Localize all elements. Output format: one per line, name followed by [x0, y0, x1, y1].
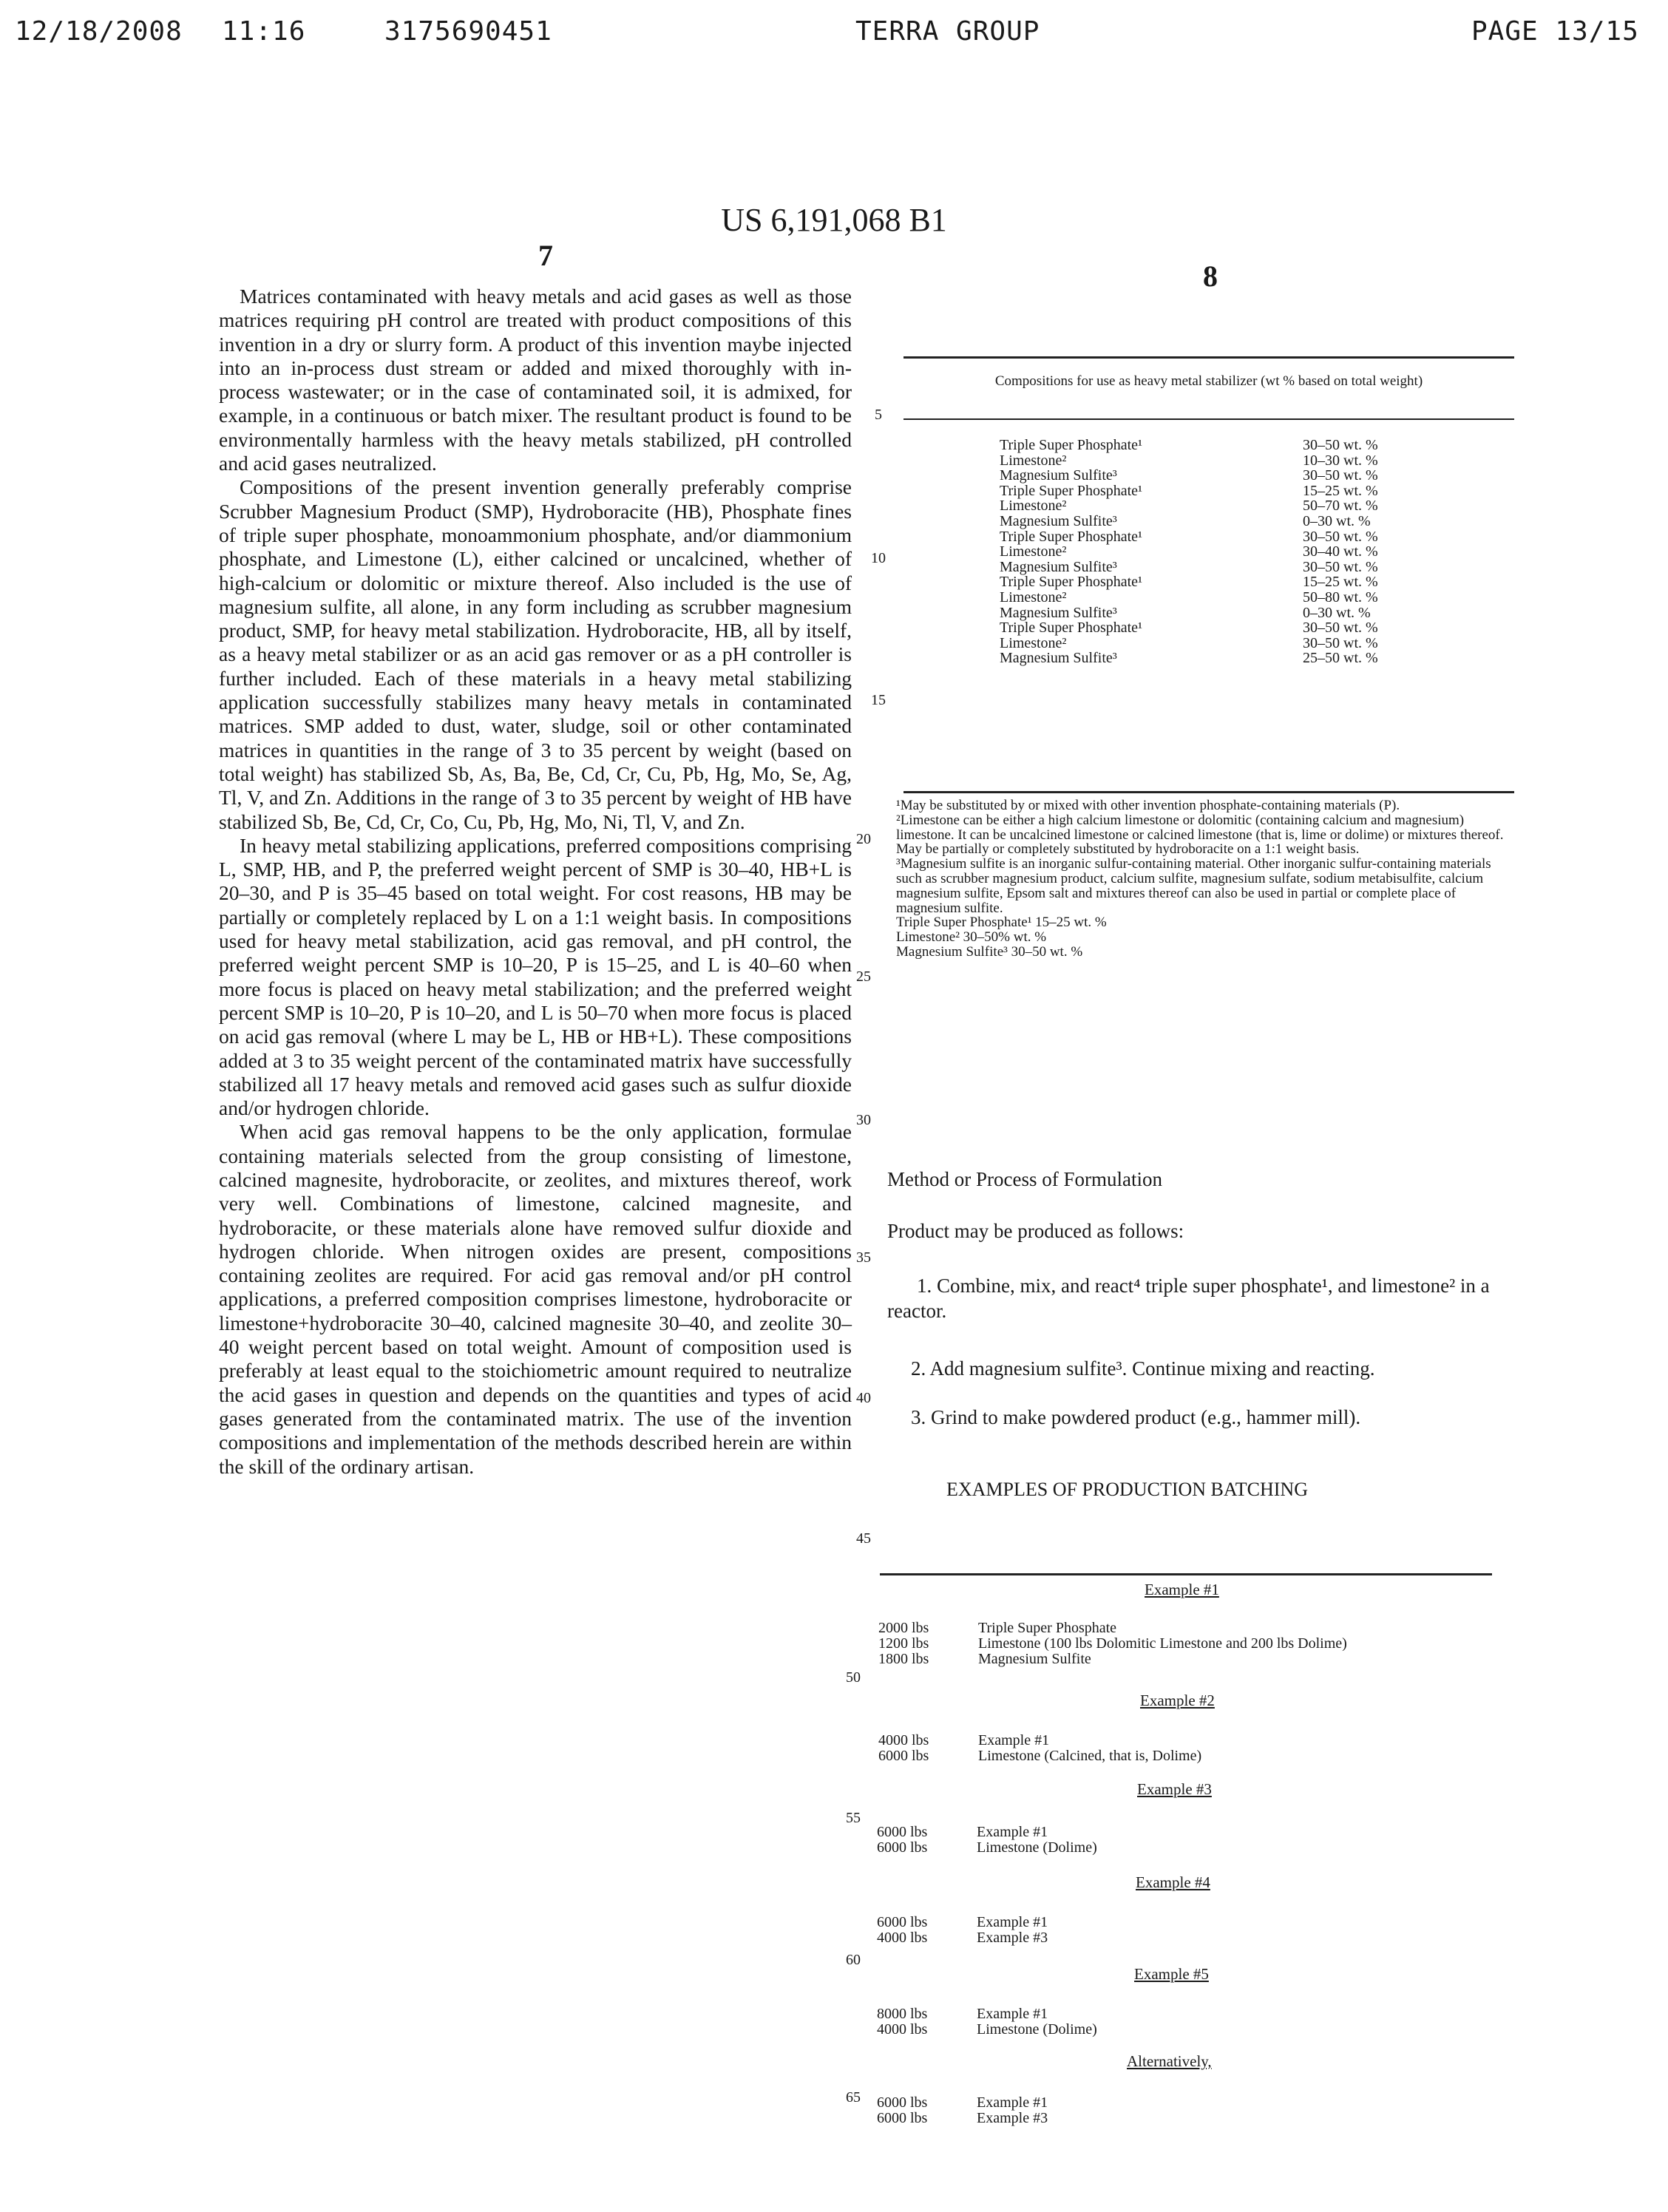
table-cell-material: Triple Super Phosphate¹: [1000, 620, 1143, 637]
line-number: 10: [871, 550, 886, 566]
table-row: [1000, 590, 1414, 605]
example-qty: 4000 lbs: [877, 2021, 928, 2038]
example-row: [877, 2022, 1097, 2038]
example-qty: 1800 lbs: [878, 1651, 929, 1667]
table-cell-range: 30–50 wt. %: [1303, 467, 1378, 484]
alternatively-title: Alternatively,: [1127, 2052, 1212, 2070]
example-item: Triple Super Phosphate: [978, 1620, 1117, 1636]
example-item: Limestone (Dolime): [977, 2021, 1097, 2038]
table-row: [1000, 529, 1414, 545]
example-row: [878, 1733, 1201, 1748]
example-qty: 6000 lbs: [877, 2094, 928, 2111]
table-top-rule: [904, 356, 1514, 359]
example-qty: 6000 lbs: [877, 1914, 928, 1930]
fax-time: 11:16: [222, 16, 306, 47]
example-1-title: Example #1: [1145, 1581, 1219, 1598]
footnote: Triple Super Phosphate¹ 15–25 wt. %: [896, 915, 1107, 931]
line-number: 65: [846, 2089, 861, 2106]
table-row: [1000, 605, 1414, 621]
table-cell-material: Limestone²: [1000, 498, 1067, 515]
table-cell-material: Magnesium Sulfite³: [1000, 650, 1117, 667]
composition-table-body: [1000, 438, 1414, 666]
example-qty: 4000 lbs: [877, 1930, 928, 1946]
method-step-1: 1. Combine, mix, and react⁴ triple super phosphate¹, and limestone² in a reactor.: [887, 1275, 1490, 1322]
example-item: Example #1: [977, 2006, 1048, 2022]
method-intro: Product may be produced as follows:: [887, 1220, 1184, 1242]
table-cell-range: 10–30 wt. %: [1303, 452, 1378, 469]
table-cell-range: 0–30 wt. %: [1303, 604, 1371, 621]
example-3-title: Example #3: [1137, 1780, 1212, 1798]
example-item: Limestone (Dolime): [977, 1839, 1097, 1856]
table-cell-range: 15–25 wt. %: [1303, 482, 1378, 499]
example-qty: 1200 lbs: [878, 1635, 929, 1652]
table-row: [1000, 574, 1414, 590]
example-row: [877, 1915, 1048, 1930]
example-2-rows: [878, 1733, 1201, 1764]
table-cell-material: Magnesium Sulfite³: [1000, 604, 1117, 621]
examples-top-rule: [880, 1573, 1492, 1575]
example-item: Example #1: [977, 2094, 1048, 2111]
fax-page: PAGE 13/15: [1471, 16, 1639, 47]
table-cell-material: Triple Super Phosphate¹: [1000, 482, 1143, 499]
table-row: [1000, 484, 1414, 499]
example-item: Example #3: [977, 2110, 1048, 2126]
example-2-title: Example #2: [1140, 1692, 1215, 1709]
footnote: ³Magnesium sulfite is an inorganic sulfur-containing material. Other inorganic sulfur-containing materials such as scrubber magnesium product, calcium sulfite, magnesium sulfate, sodium metabisulfite, calcium magnesium sulfite, Epsom salt and mixtures thereof can also be used in partial or complete place of magnesium sulfite.: [896, 856, 1491, 916]
table-cell-range: 50–70 wt. %: [1303, 498, 1378, 515]
line-number: 40: [856, 1390, 871, 1406]
method-step-3: 3. Grind to make powdered product (e.g., hammer mill).: [911, 1406, 1361, 1428]
line-number: 5: [875, 407, 882, 423]
table-row: [1000, 514, 1414, 529]
table-row: [1000, 560, 1414, 575]
example-row: [878, 1652, 1347, 1667]
paragraph-3: In heavy metal stabilizing applications, preferred compositions comprising L, SMP, HB, and P, the preferred weight percent of SMP is 30–40, HB+L is 20–30, and P is 35–45 based on total weight. For cost reasons, HB may be partially or completely replaced by L on a 1:1 weight basis. In compositions used for heavy metal stabilization, acid gas removal, and pH control, the preferred weight percent SMP is 10–20, P is 15–25, and L is 40–60 when more focus is placed on heavy metal stabilization; and the preferred weight percent SMP is 10–20, P is 10–20, and L is 50–70 when more focus is placed on acid gas removal (where L may be L, HB or HB+L). These compositions added at 3 to 35 weight percent of the contaminated matrix have successfully stabilized all 17 heavy metals and removed acid gases such as sulfur dioxide and/or hydrogen chloride.: [219, 833, 852, 1120]
table-row: [1000, 636, 1414, 651]
table-row: [1000, 498, 1414, 514]
table-row: [1000, 620, 1414, 636]
table-cell-material: Limestone²: [1000, 588, 1067, 605]
example-item: Example #1: [977, 1824, 1048, 1840]
footnote: ²Limestone can be either a high calcium limestone or dolomitic (containing calcium and magnesium) limestone. It can be uncalcined limestone or calcined limestone (that is, lime or dolime) or mixtures thereof. May be partially or completely substituted by hydroboracite on a 1:1 weight basis.: [896, 812, 1504, 858]
table-cell-material: Magnesium Sulfite³: [1000, 467, 1117, 484]
table-row: [1000, 438, 1414, 453]
table-cell-material: Limestone²: [1000, 452, 1067, 469]
table-footnotes: [896, 798, 1514, 960]
line-number: 15: [871, 692, 886, 708]
line-number: 60: [846, 1952, 861, 1968]
example-row: [878, 1636, 1347, 1652]
example-item: Limestone (100 lbs Dolomitic Limestone and 200 lbs Dolime): [978, 1635, 1347, 1652]
table-cell-range: 30–50 wt. %: [1303, 528, 1378, 545]
table-cell-range: 30–50 wt. %: [1303, 634, 1378, 651]
example-row: [878, 1621, 1347, 1636]
table-row: [1000, 453, 1414, 469]
line-number: 30: [856, 1112, 871, 1128]
table-cell-range: 30–50 wt. %: [1303, 620, 1378, 637]
example-5-rows: [877, 2006, 1097, 2038]
table-cell-range: 25–50 wt. %: [1303, 650, 1378, 667]
table-cell-range: 30–50 wt. %: [1303, 437, 1378, 453]
example-row: [877, 1930, 1048, 1946]
column-number-right: 8: [1203, 259, 1218, 293]
table-bottom-rule: [904, 791, 1514, 793]
paragraph-2: Compositions of the present invention generally preferably comprise Scrubber Magnesium Product (SMP), Hydroboracite (HB), Phosphate fines of triple super phosphate, monoammonium phosphate, and/or diammonium phosphate, and Limestone (L), either calcined or uncalcined, whether of high-calcium or dolomitic or mixture thereof. Also included is the use of magnesium sulfite, all alone, in any form including as scrubber magnesium product, SMP, for heavy metal stabilization. Hydroboracite, HB, all by itself, as a heavy metal stabilizer or as an acid gas remover or as a pH controller is further included. Each of these materials in a heavy metal stabilizing application successfully stabilizes many heavy metals in contaminated matrices. SMP added to dust, water, sludge, soil or other contaminated matrices in quantities in the range of 3 to 35 percent by weight (based on total weight) has stabilized Sb, As, Ba, Be, Cd, Cr, Cu, Pb, Hg, Mo, Se, Ag, Tl, V, and Zn. Additions in the range of 3 to 35 percent by weight of HB have stabilized Sb, Be, Cd, Cr, Co, Cu, Pb, Hg, Mo, Ni, Tl, V, and Zn.: [219, 475, 852, 833]
example-item: Example #1: [977, 1914, 1048, 1930]
table-cell-range: 30–40 wt. %: [1303, 543, 1378, 560]
fax-sender: TERRA GROUP: [855, 16, 1040, 47]
table-row: [1000, 651, 1414, 666]
example-item: Magnesium Sulfite: [978, 1651, 1091, 1667]
fax-date: 12/18/2008: [15, 16, 183, 47]
table-row: [1000, 468, 1414, 484]
example-row: [877, 1825, 1097, 1840]
alternatively-rows: [877, 2095, 1048, 2126]
column-number-left: 7: [538, 239, 553, 272]
line-number: 45: [856, 1530, 871, 1547]
example-3-rows: [877, 1825, 1097, 1856]
paragraph-1: Matrices contaminated with heavy metals and acid gases as well as those matrices requiring pH control are treated with product compositions of this invention in a dry or slurry form. A product of this invention maybe injected into an in-process dust stream or added and mixed thoroughly with in-process wastewater; or in the case of contaminated soil, it is admixed, for example, in a continuous or batch mixer. The resultant product is found to be environmentally harmless with the heavy metals stabilized, pH controlled and acid gases neutralized.: [219, 285, 852, 475]
method-step-2: 2. Add magnesium sulfite³. Continue mixing and reacting.: [911, 1357, 1375, 1380]
example-item: Example #1: [978, 1732, 1050, 1748]
example-row: [877, 1840, 1097, 1856]
example-item: Limestone (Calcined, that is, Dolime): [978, 1748, 1202, 1764]
example-4-rows: [877, 1915, 1048, 1946]
example-qty: 8000 lbs: [877, 2006, 928, 2022]
table-cell-range: 50–80 wt. %: [1303, 588, 1378, 605]
example-4-title: Example #4: [1136, 1873, 1210, 1891]
footnote: Magnesium Sulfite³ 30–50 wt. %: [896, 943, 1083, 960]
table-cell-material: Magnesium Sulfite³: [1000, 558, 1117, 575]
table-cell-range: 0–30 wt. %: [1303, 512, 1371, 529]
table-row: [1000, 544, 1414, 560]
table-cell-material: Triple Super Phosphate¹: [1000, 528, 1143, 545]
example-qty: 6000 lbs: [877, 1839, 928, 1856]
table-header-rule: [904, 418, 1514, 420]
line-number: 25: [856, 968, 871, 985]
example-qty: 2000 lbs: [878, 1620, 929, 1636]
method-heading: Method or Process of Formulation: [887, 1168, 1162, 1190]
footnote: ¹May be substituted by or mixed with other invention phosphate-containing materials (P).: [896, 798, 1400, 813]
example-1-rows: [878, 1621, 1347, 1667]
example-qty: 6000 lbs: [877, 1824, 928, 1840]
example-5-title: Example #5: [1134, 1965, 1209, 1983]
table-cell-range: 30–50 wt. %: [1303, 558, 1378, 575]
table-cell-material: Limestone²: [1000, 634, 1067, 651]
table-cell-material: Limestone²: [1000, 543, 1067, 560]
line-number: 35: [856, 1249, 871, 1266]
table-cell-range: 15–25 wt. %: [1303, 574, 1378, 591]
line-number: 20: [856, 831, 871, 847]
patent-number: US 6,191,068 B1: [721, 202, 947, 238]
example-item: Example #3: [977, 1930, 1048, 1946]
line-number: 55: [846, 1810, 861, 1826]
paragraph-4: When acid gas removal happens to be the only application, formulae containing materials selected from the group consisting of limestone, calcined magnesite, hydroboracite, or zeolites, and mixtures thereof, work very well. Combinations of limestone, calcined magnesite, and hydroboracite, or these materials alone have removed sulfur dioxide and hydrogen chloride. When nitrogen oxides are present, compositions containing zeolites are required. For acid gas removal and/or pH control applications, a preferred composition comprises limestone, hydroboracite or limestone+hydroboracite 30–40, calcined magnesite 30–40, and zeolite 30–40 weight percent based on total weight. Amount of composition used is preferably at least equal to the stoichiometric amount required to neutralize the acid gases in question and depends on the quantities and types of acid gases generated from the contaminated matrix. The use of the invention compositions and implementation of the methods described herein are within the skill of the ordinary artisan.: [219, 1120, 852, 1478]
example-qty: 4000 lbs: [878, 1732, 929, 1748]
table-cell-material: Triple Super Phosphate¹: [1000, 574, 1143, 591]
fax-number: 3175690451: [384, 16, 552, 47]
table-header: Compositions for use as heavy metal stabilizer (wt % based on total weight): [994, 373, 1423, 389]
table-cell-material: Triple Super Phosphate¹: [1000, 437, 1143, 453]
examples-heading: EXAMPLES OF PRODUCTION BATCHING: [946, 1479, 1308, 1500]
left-column-text: [219, 285, 852, 1479]
table-cell-material: Magnesium Sulfite³: [1000, 512, 1117, 529]
line-number: 50: [846, 1669, 861, 1686]
example-row: [877, 2006, 1097, 2022]
footnote: Limestone² 30–50% wt. %: [896, 929, 1047, 946]
example-qty: 6000 lbs: [878, 1748, 929, 1764]
example-row: [877, 2111, 1048, 2126]
example-row: [878, 1748, 1201, 1764]
example-qty: 6000 lbs: [877, 2110, 928, 2126]
example-row: [877, 2095, 1048, 2111]
